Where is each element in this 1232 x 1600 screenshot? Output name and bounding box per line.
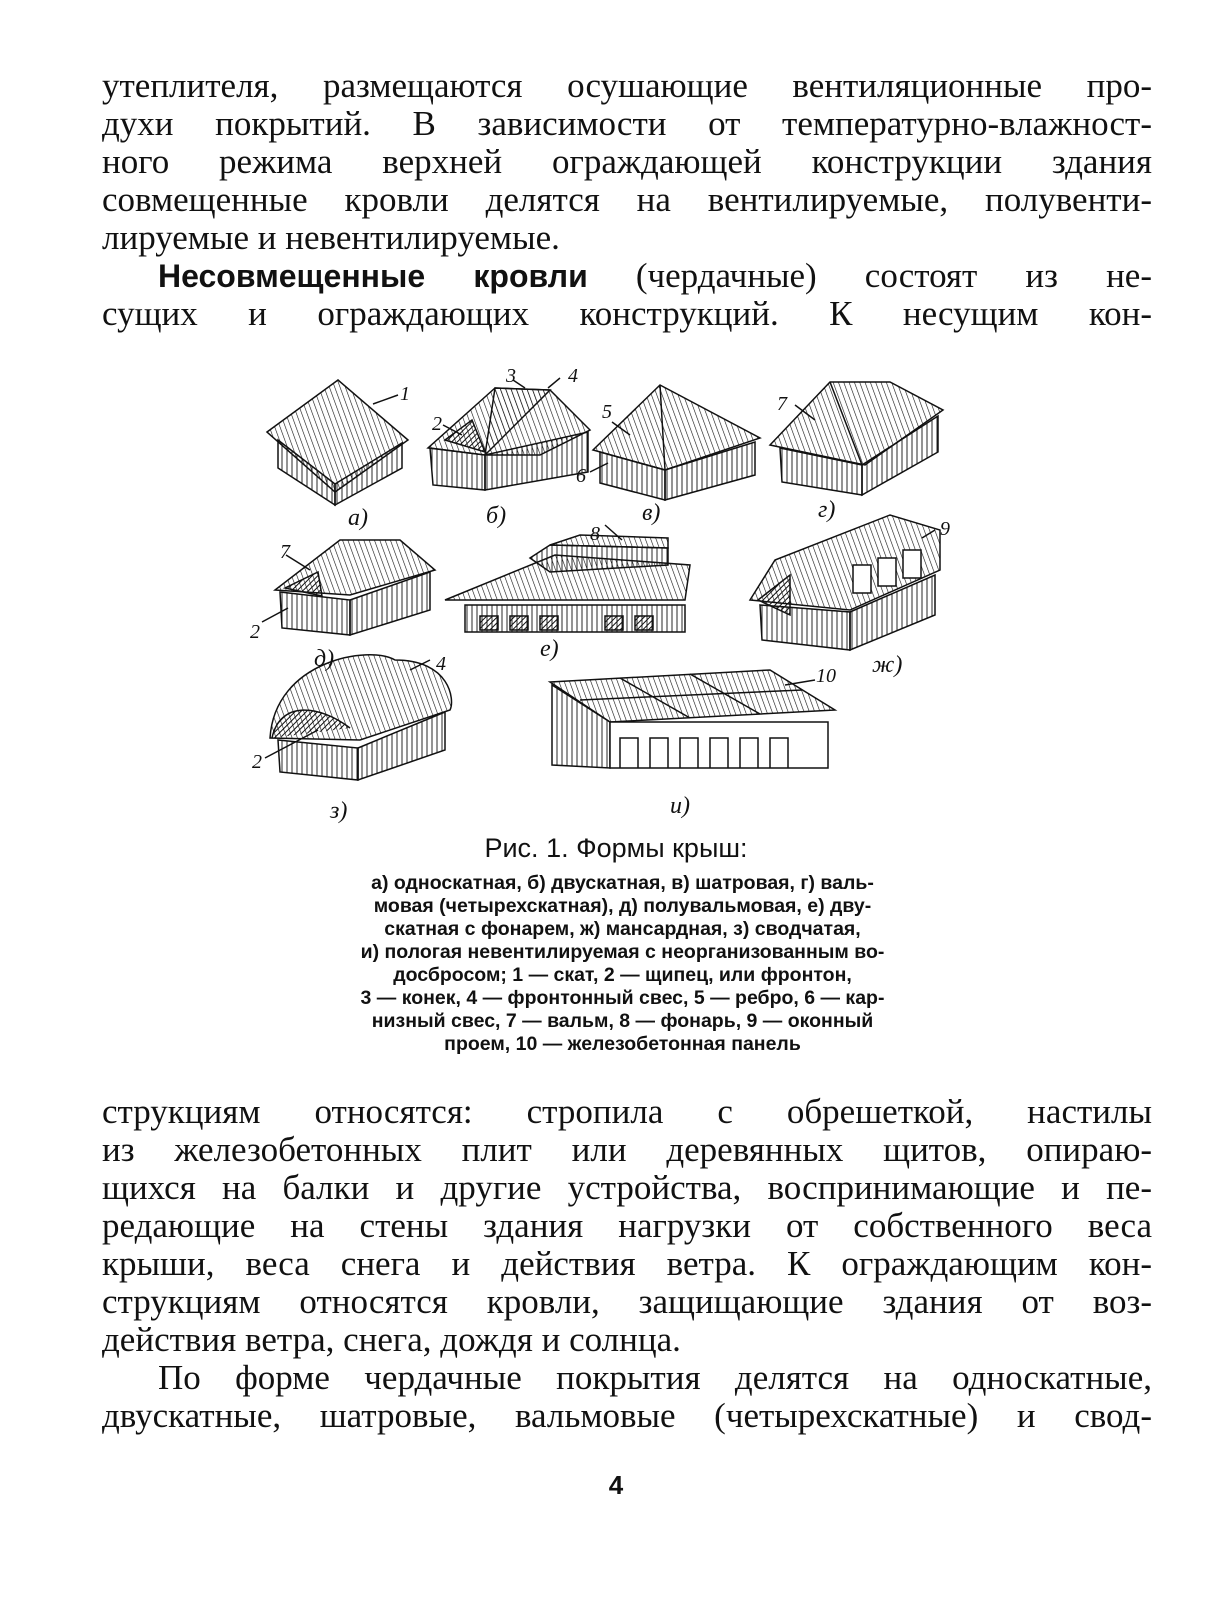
- callout-number: 10: [816, 665, 836, 687]
- callout-number: 1: [400, 383, 410, 405]
- fig-label-e: е): [540, 636, 559, 662]
- callout-number: 4: [436, 653, 446, 675]
- roof-mansard: [750, 515, 940, 650]
- fig-label-v: в): [642, 500, 661, 526]
- callout-number: 2: [432, 413, 442, 435]
- fig-label-a: а): [348, 505, 368, 531]
- text-line: крыши, веса снега и действия ветра. К ограждающим кон-: [102, 1244, 1152, 1283]
- text-line: лируемые и невентилируемые.: [102, 218, 560, 257]
- roof-forms-figure: [250, 360, 970, 830]
- roof-single-pitch: [267, 380, 408, 505]
- caption-line: 3 — конек, 4 — фронтонный свес, 5 — ребро, 6 — кар-: [360, 987, 885, 1009]
- text-line: из железобетонных плит или деревянных щитов, опираю-: [102, 1130, 1152, 1169]
- text-line-term: [102, 257, 1152, 295]
- callout-number: 5: [602, 401, 612, 423]
- callout-number: 7: [280, 541, 290, 563]
- figure-caption-title: Рис. 1. Формы крыш:: [484, 833, 748, 863]
- fig-label-g: г): [818, 497, 836, 523]
- text-fragment: (чердачные) состоят из не-: [587, 256, 1153, 295]
- figure-caption-body: [285, 872, 960, 1056]
- callout-number: 7: [777, 393, 787, 415]
- page-number: 4: [608, 1470, 624, 1500]
- fig-label-d: д): [314, 646, 335, 672]
- text-line: двускатные, шатровые, вальмовые (четырехскатные) и свод-: [102, 1396, 1152, 1435]
- callout-number: 4: [568, 365, 578, 387]
- caption-line: досбросом; 1 — скат, 2 — щипец, или фронтон,: [393, 964, 852, 986]
- fig-label-z: з): [330, 798, 348, 824]
- callout-number: 2: [250, 621, 260, 643]
- fig-label-zh: ж): [872, 652, 903, 678]
- text-line: струкциям относятся: стропила с обрешеткой, настилы: [102, 1092, 1152, 1131]
- fig-label-b: б): [486, 503, 507, 529]
- callout-number: 8: [590, 523, 600, 545]
- text-line: действия ветра, снега, дождя и солнца.: [102, 1320, 681, 1359]
- caption-line: низный свес, 7 — вальм, 8 — фонарь, 9 — оконный: [371, 1010, 874, 1032]
- roof-hip: [770, 382, 943, 495]
- fig-label-i: и): [670, 793, 690, 819]
- text-line: утеплителя, размещаются осушающие вентиляционные про-: [102, 66, 1152, 105]
- text-block-bottom: [102, 1093, 1152, 1435]
- callout-number: 6: [576, 465, 586, 487]
- callout-number: 3: [506, 365, 516, 387]
- text-line: струкциям относятся кровли, защищающие здания от воз-: [102, 1282, 1152, 1321]
- caption-line: скатная с фонарем, ж) мансардная, з) сводчатая,: [384, 918, 861, 940]
- roof-gable: [428, 378, 590, 490]
- caption-line: мовая (четырехскатная), д) полувальмовая, е) дву-: [373, 895, 872, 917]
- text-line: духи покрытий. В зависимости от температурно-влажност-: [102, 104, 1152, 143]
- text-line: совмещенные кровли делятся на вентилируемые, полувенти-: [102, 180, 1152, 219]
- caption-line: а) односкатная, б) двускатная, в) шатровая, г) валь-: [371, 872, 874, 894]
- callout-number: 9: [940, 518, 950, 540]
- roof-gable-lantern: [445, 525, 690, 632]
- roof-vaulted: [265, 655, 451, 780]
- roof-flat-panels: [550, 670, 835, 768]
- text-line: редающие на стены здания нагрузки от собственного веса: [102, 1206, 1152, 1245]
- text-line: ного режима верхней ограждающей конструкции здания: [102, 142, 1152, 181]
- bold-term: Несовмещенные кровли: [158, 258, 588, 294]
- text-line: щихся на балки и другие устройства, воспринимающие и пе-: [102, 1168, 1152, 1207]
- roof-pyramid: [590, 385, 760, 500]
- text-line: По форме чердачные покрытия делятся на односкатные,: [158, 1358, 1152, 1397]
- callout-number: 2: [252, 751, 262, 773]
- caption-line: проем, 10 — железобетонная панель: [444, 1033, 801, 1055]
- caption-line: и) пологая невентилируемая с неорганизованным во-: [360, 941, 885, 963]
- text-line: сущих и ограждающих конструкций. К несущим кон-: [102, 294, 1152, 333]
- text-block-top: [102, 67, 1152, 333]
